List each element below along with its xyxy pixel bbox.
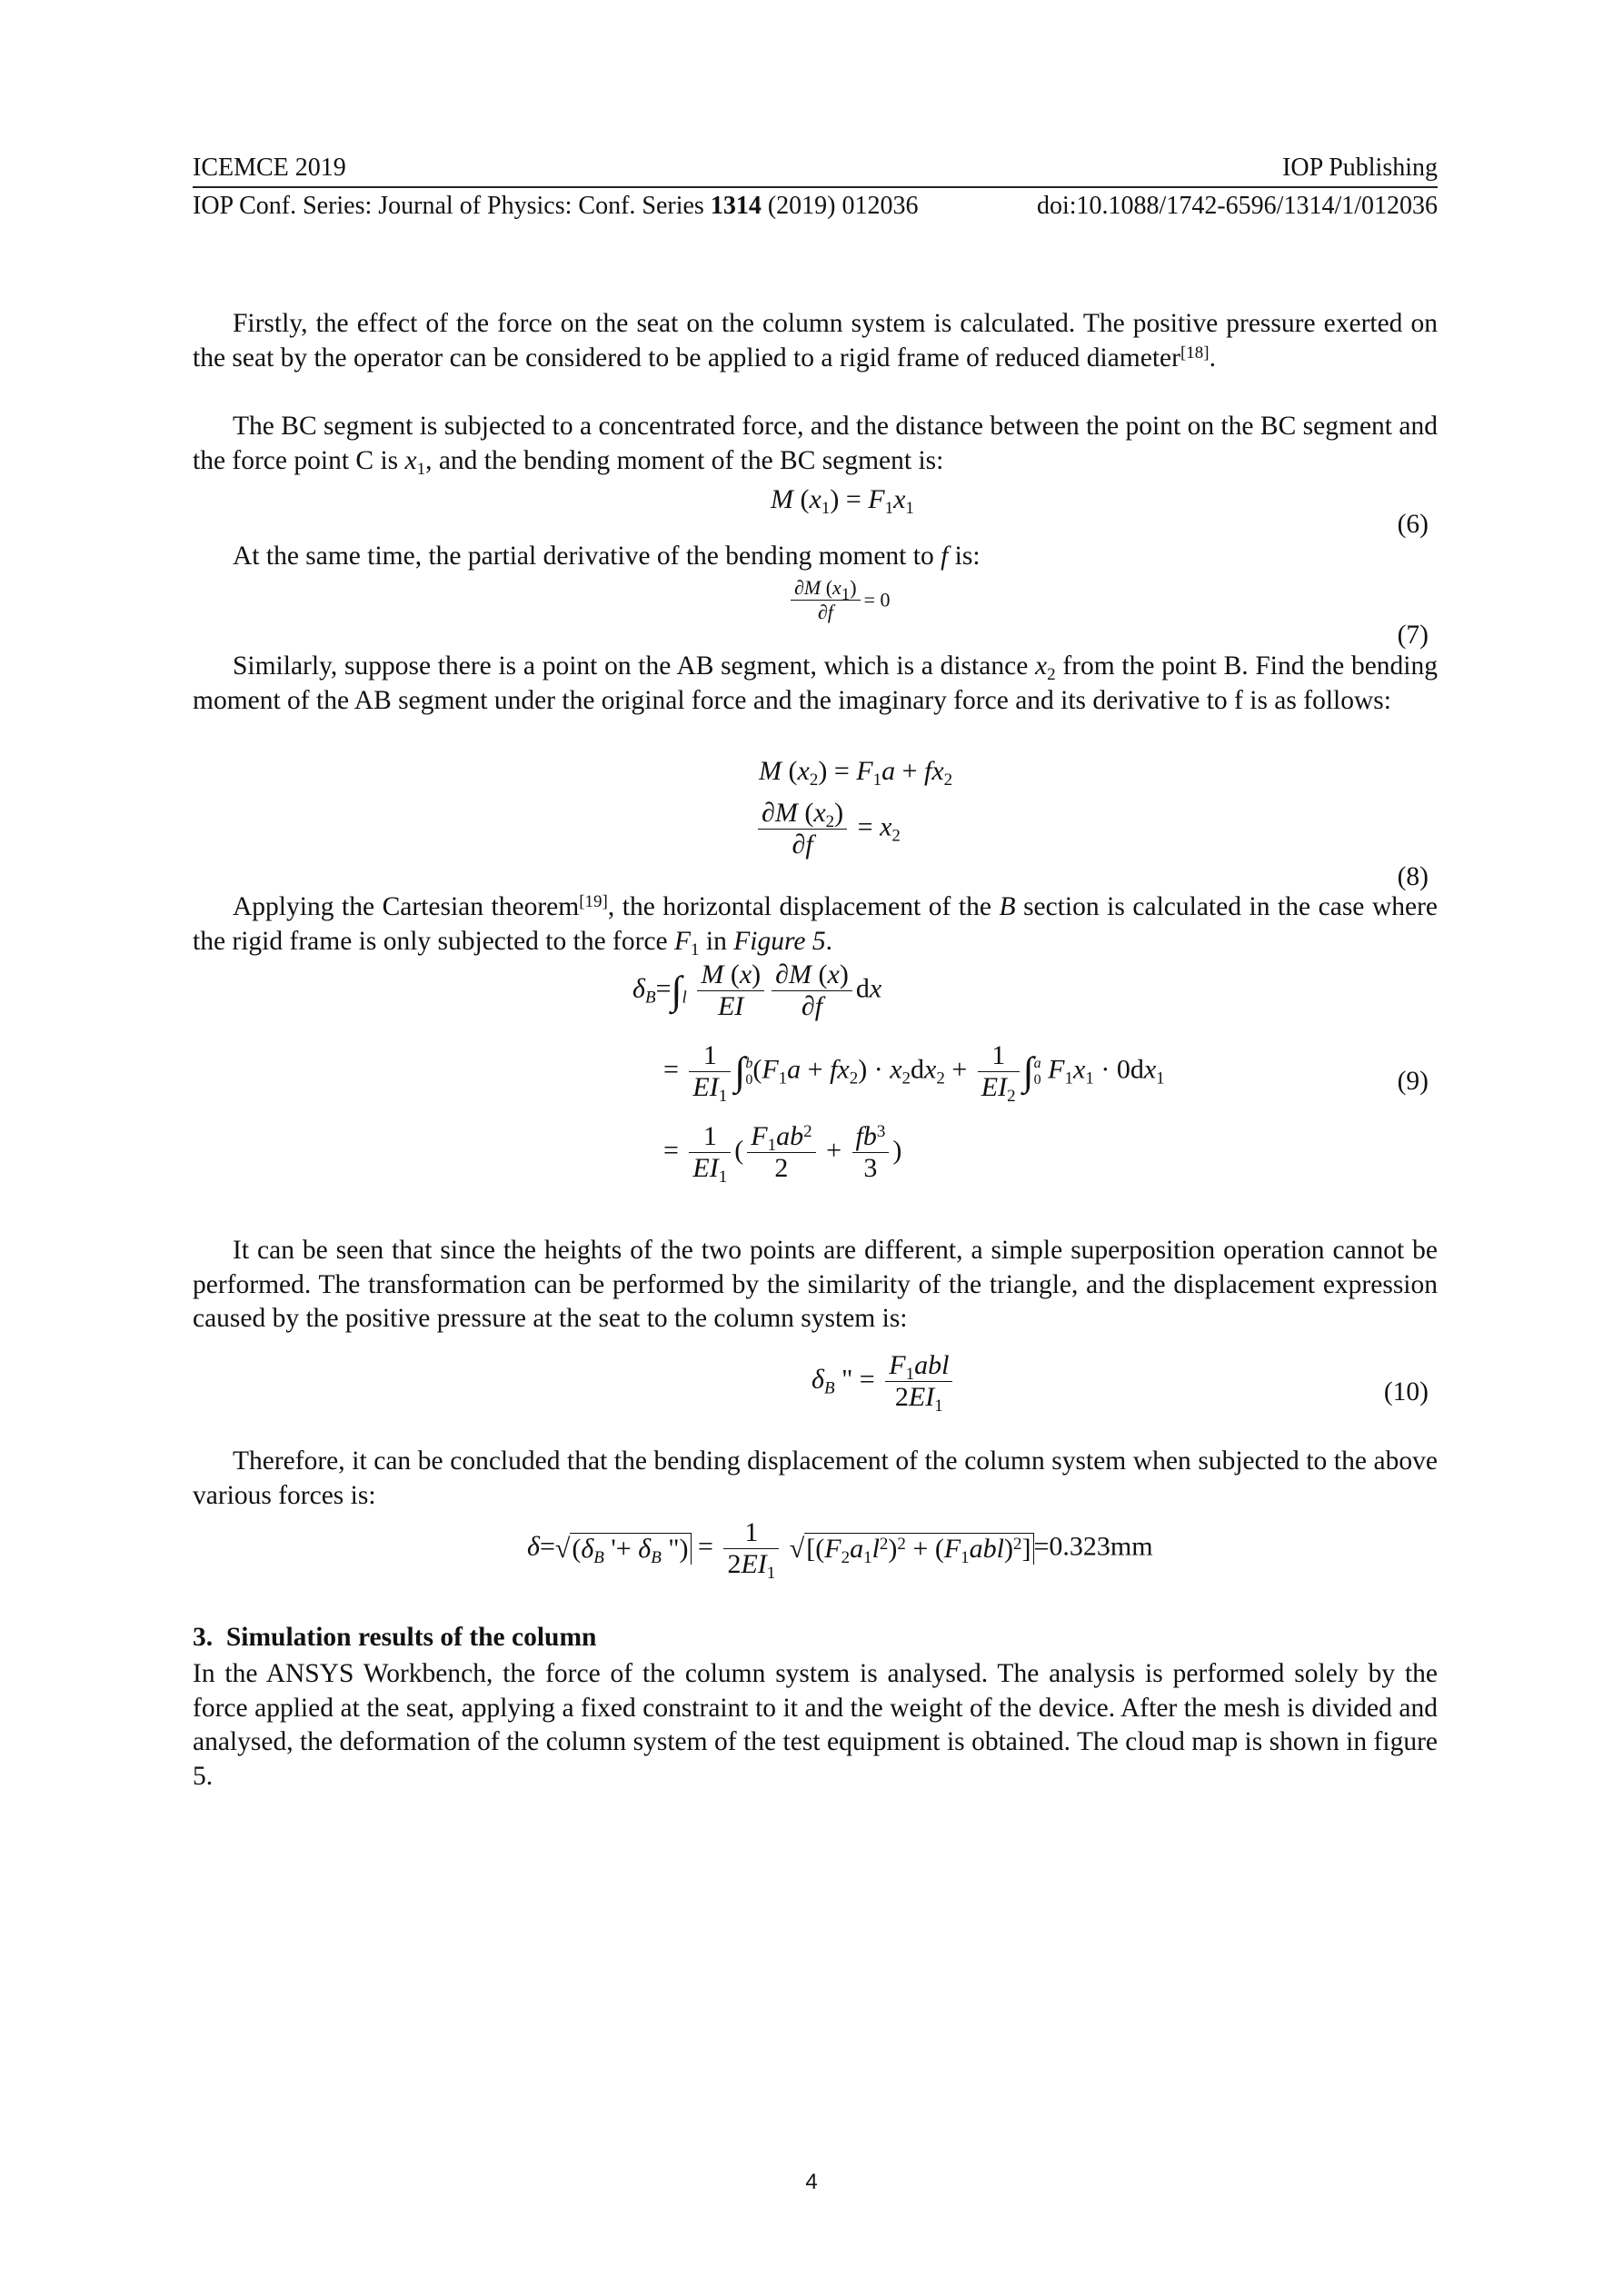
section-3-body: In the ANSYS Workbench, the force of the column system is analysed. The analysis is performed solely by the force applied at the seat, applying a fixed constraint to it and the weight of the device. After the mesh is divided and analysed, the deformation of the column system of the test equipment is obtained. The cloud map is shown in figure 5. xyxy=(193,1659,1438,1791)
equation-number: (7) xyxy=(1397,621,1429,650)
paragraph-cartesian-theorem: Applying the Cartesian theorem[19], the horizontal displacement of the B section is calculated in the case where the rigid frame is only subjected to the force $F_1$ in Figure 5. xyxy=(193,892,1439,959)
series-citation: IOP Conf. Series: Journal of Physics: Conf. Series 1314 (2019) 012036 xyxy=(193,192,919,220)
equation-number: (6) xyxy=(1397,510,1429,539)
equation-8-moment: M $(x_2) = F_1a + fx_2$ xyxy=(759,756,953,790)
equation-6: M $(x_1) = F_1x_1$ xyxy=(771,484,914,518)
equation-number: (9) xyxy=(1397,1067,1429,1096)
equation-8-derivative: $\frac{\partial M (x_2)}{\partial f}$ = $x_2$ xyxy=(754,798,901,860)
paragraph-seat-force: Firstly, the effect of the force on the seat on the column system is calculated. The positive pressure exerted on the seat by the operator can be considered to be applied to a rigid frame of reduced diameter[18]. xyxy=(193,309,1438,373)
citation-ref: [19] xyxy=(579,892,608,911)
doi: doi:10.1088/1742-6596/1314/1/012036 xyxy=(1037,192,1438,220)
equation-10: $\delta_B$ " = $\frac{F_1abl}{2EI_1}$ xyxy=(812,1350,956,1413)
paragraph-bc-segment: The BC segment is subjected to a concentrated force, and the distance between the point on the BC segment and the force point C is $x_1$, and the bending moment of the BC segment is: xyxy=(193,412,1438,479)
header-rule xyxy=(193,186,1438,188)
citation-ref: [18] xyxy=(1180,343,1210,363)
equation-total-displacement: $\delta=√(\delta_B$ '+ $\delta_B$ ") = $\frac{1}{2EI_1}$ $√[(F_2a_1l^2)^2 + (F_1abl)^2] =0.323mm$ xyxy=(527,1517,1153,1583)
conference-name: ICEMCE 2019 xyxy=(193,154,346,182)
paragraph-ab-segment: Similarly, suppose there is a point on the AB segment, which is a distance $x_2$ from the point B. Find the bending moment of the AB segment under the original force and the imaginary force and its derivative to f is as follows: xyxy=(193,651,1439,715)
paragraph-superposition: It can be seen that since the heights of the two points are different, a simple superposition operation cannot be performed. The transformation can be performed by the similarity of the triangle, and the displacement expression caused by the positive pressure at the seat to the column system is: xyxy=(193,1236,1438,1334)
equation-9-line-2: = $\frac{1}{EI_1}$ ∫ b 0 $(F_1a + fx_2) \cdot x_2dx_2$ + $\frac{1}{EI_2}$ ∫ a 0 $F_1x_1 \cdot 0dx_1$ xyxy=(663,1040,1165,1106)
equation-9-line-3: = $\frac{1}{EI_1}$ ( $\frac{F_1ab^2}{2}$ + $\frac{fb^3}{3}$ ) xyxy=(663,1121,902,1187)
running-header xyxy=(193,153,1438,184)
result-value: =0.323mm xyxy=(1033,1531,1153,1562)
equation-number: (10) xyxy=(1383,1377,1429,1406)
series-line xyxy=(193,191,1438,222)
page-number: 4 xyxy=(805,2170,818,2194)
equation-7: $\frac{\partial M (x1)}{\partial f}$ = 0 xyxy=(787,576,891,624)
publisher-name: IOP Publishing xyxy=(1282,154,1438,182)
equation-number: (8) xyxy=(1397,862,1429,891)
equation-9-line-1: $\delta_B=\int_l$ $\frac{M (x)}{EI}$ $\frac{\partial M (x)}{\partial f}$ dx xyxy=(632,959,882,1021)
paragraph-conclusion: Therefore, it can be concluded that the bending displacement of the column system when subjected to the above various forces is: xyxy=(193,1446,1438,1510)
section-heading: 3. Simulation results of the column xyxy=(193,1623,597,1652)
paragraph-partial-derivative: At the same time, the partial derivative of the bending moment to f is: xyxy=(233,542,981,571)
